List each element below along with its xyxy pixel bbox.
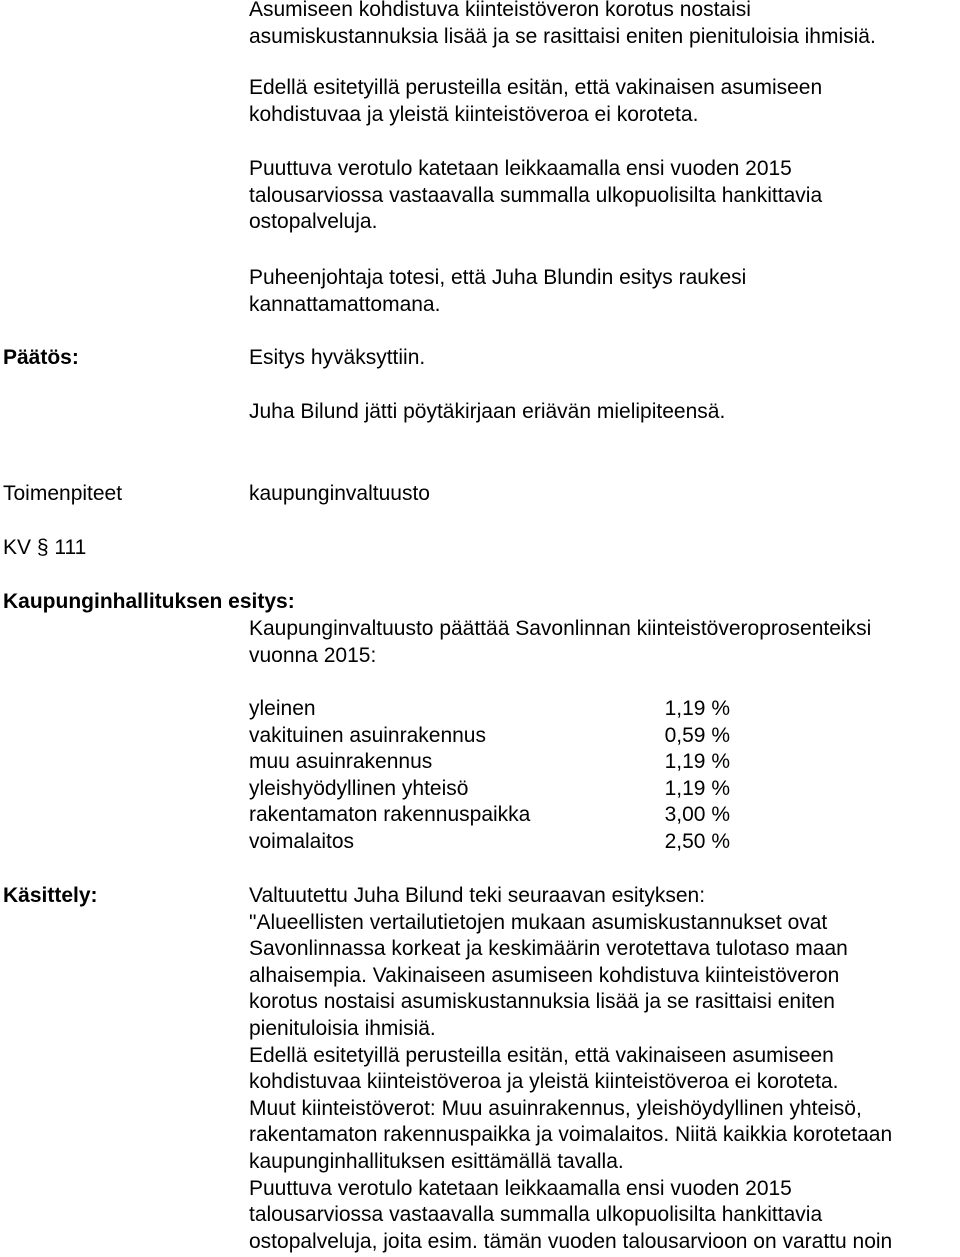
- tax-rate-label: voimalaitos: [249, 830, 355, 853]
- tax-rate-value: 2,50 %: [664, 830, 730, 853]
- text-line: Edellä esitetyillä perusteilla esitän, että vakinaiseen asumiseen: [249, 1043, 834, 1067]
- tax-rate-row: [249, 802, 730, 829]
- text-line: Puuttuva verotulo katetaan leikkaamalla ensi vuoden 2015: [249, 1176, 792, 1200]
- text-line: talousarviossa vastaavalla summalla ulkopuolisilta hankittavia: [249, 183, 823, 207]
- tax-rate-value: 1,19 %: [664, 776, 730, 800]
- text-line: pienituloisia ihmisiä.: [249, 1016, 436, 1040]
- text-line: Puheenjohtaja totesi, että Juha Blundin esitys raukesi: [249, 266, 747, 289]
- section-symbol: §: [36, 536, 49, 559]
- tax-rate-row: [249, 749, 730, 776]
- paragraph-cost-impact: [249, 0, 876, 50]
- proposal-label: Kaupunginhallituksen esitys:: [3, 590, 295, 613]
- decision-line-accepted: Esitys hyväksyttiin.: [249, 346, 426, 369]
- tax-rate-label: muu asuinrakennus: [249, 750, 433, 774]
- tax-rate-value: 1,19 %: [664, 697, 730, 720]
- text-line: ostopalveluja.: [249, 210, 378, 234]
- paragraph-budget-cut: [249, 156, 822, 236]
- text-line: kannattamattomana.: [249, 292, 441, 316]
- tax-rate-row: [249, 829, 730, 856]
- text-line: Savonlinnassa korkeat ja keskimäärin verotettava tulotaso maan: [249, 937, 848, 961]
- text-line: alhaisempia. Vakinaiseen asumiseen kohdistuva kiinteistöveron: [249, 963, 840, 987]
- text-line: Edellä esitetyillä perusteilla esitän, että vakinaisen asumiseen: [249, 76, 823, 99]
- tax-rate-label: yleinen: [249, 697, 316, 720]
- tax-rate-row: [249, 696, 730, 723]
- text-line: talousarviossa vastaavalla summalla ulkopuolisilta hankittavia: [249, 1203, 823, 1227]
- text-line: ostopalveluja, joita esim. tämän vuoden talousarvioon on varattu noin: [249, 1229, 893, 1253]
- tax-rate-value: 3,00 %: [664, 803, 730, 827]
- actions-value: kaupunginvaltuusto: [249, 482, 430, 505]
- tax-rate-row: [249, 723, 730, 750]
- section-number: 111: [54, 536, 87, 559]
- text-line: rakentamaton rakennuspaikka ja voimalaitos. Niitä kaikkia korotetaan: [249, 1123, 893, 1147]
- decision-line-dissent: Juha Bilund jätti pöytäkirjaan eriävän mielipiteensä.: [249, 400, 726, 423]
- text-line: vuonna 2015:: [249, 643, 377, 667]
- tax-rate-label: rakentamaton rakennuspaikka: [249, 803, 531, 827]
- section-heading: [3, 535, 86, 562]
- processing-label: Käsittely:: [3, 884, 98, 907]
- text-line: kaupunginhallituksen esittämällä tavalla.: [249, 1149, 624, 1173]
- processing-text: [249, 883, 892, 1255]
- paragraph-proposal-reasoning: [249, 75, 822, 128]
- paragraph-chair-statement: [249, 265, 746, 318]
- tax-rate-value: 0,59 %: [664, 723, 730, 747]
- text-line: korotus nostaisi asumiskustannuksia lisää ja se rasittaisi eniten: [249, 990, 835, 1014]
- text-line: Puuttuva verotulo katetaan leikkaamalla ensi vuoden 2015: [249, 157, 792, 180]
- text-line: kohdistuvaa kiinteistöveroa ja yleistä kiinteistöveroa ei koroteta.: [249, 1070, 839, 1094]
- text-line: kohdistuvaa ja yleistä kiinteistöveroa ei koroteta.: [249, 102, 699, 126]
- decision-label: Päätös:: [3, 346, 79, 369]
- section-prefix: KV: [3, 536, 32, 559]
- tax-rate-value: 1,19 %: [664, 750, 730, 774]
- text-line: Valtuutettu Juha Bilund teki seuraavan esityksen:: [249, 884, 706, 907]
- text-line: Kaupunginvaltuusto päättää Savonlinnan kiinteistöveroprosenteiksi: [249, 617, 872, 640]
- proposal-text: [249, 616, 871, 669]
- actions-label: Toimenpiteet: [3, 482, 123, 505]
- tax-rate-row: [249, 776, 730, 803]
- text-line: Asumiseen kohdistuva kiinteistöveron korotus nostaisi: [249, 0, 751, 21]
- text-line: asumiskustannuksia lisää ja se rasittaisi eniten pienituloisia ihmisiä.: [249, 24, 876, 48]
- text-line: Muut kiinteistöverot: Muu asuinrakennus, yleishöydyllinen yhteisö,: [249, 1096, 862, 1120]
- text-line: "Alueellisten vertailutietojen mukaan asumiskustannukset ovat: [249, 910, 828, 934]
- tax-rate-label: yleishyödyllinen yhteisö: [249, 776, 469, 800]
- tax-rate-label: vakituinen asuinrakennus: [249, 723, 486, 747]
